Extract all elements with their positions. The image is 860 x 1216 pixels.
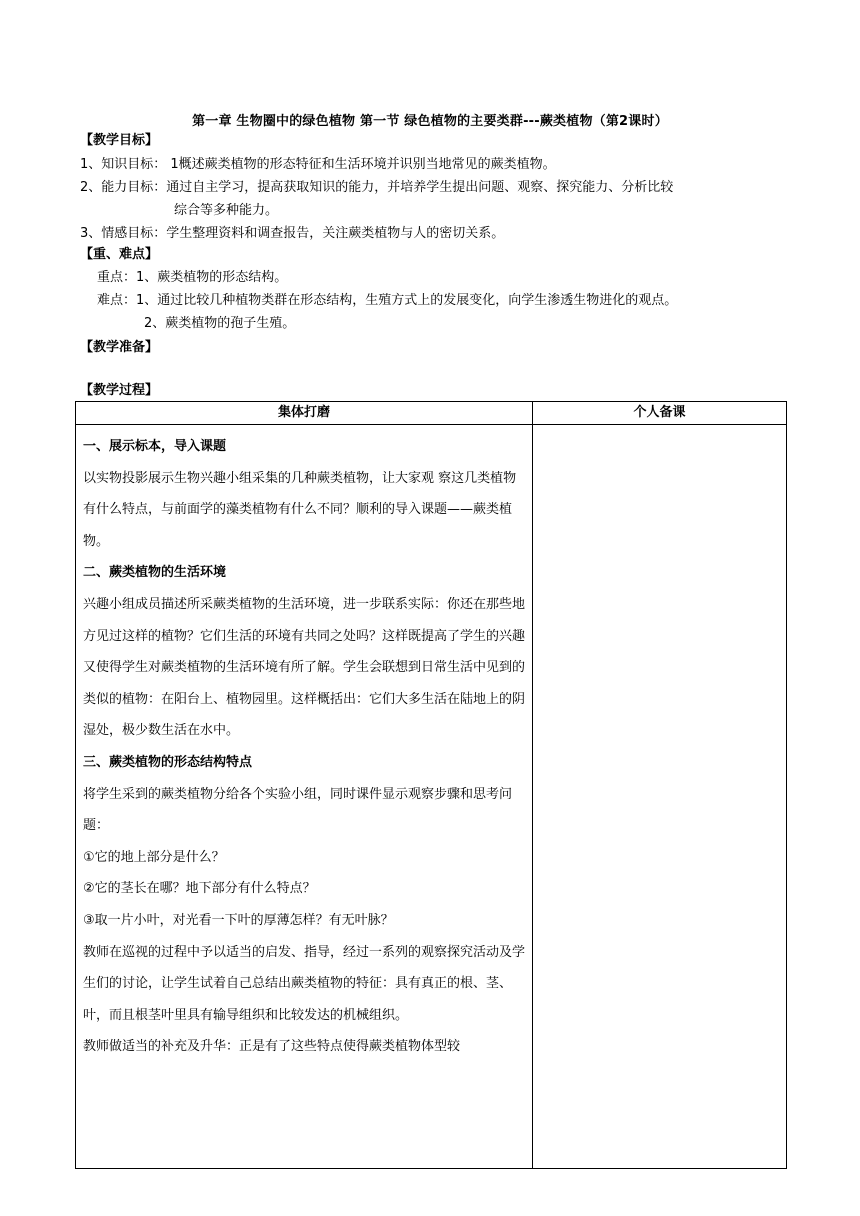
keypoint-difficulty-2: 2、蕨类植物的孢子生殖。 — [144, 316, 296, 331]
document-title: 第一章 生物圈中的绿色植物 第一节 绿色植物的主要类群---蕨类植物（第2课时） — [192, 114, 668, 129]
table-header-row — [76, 402, 787, 425]
question-item: ③取一片小叶，对光看一下叶的厚薄怎样？有无叶脉？ — [83, 912, 394, 928]
section-3-title: 三、蕨类植物的形态结构特点 — [83, 754, 253, 770]
section-3-intro: 将学生采到的蕨类植物分给各个实验小组，同时课件显示观察步骤和思考问题： — [83, 786, 513, 834]
section-2-text: 兴趣小组成员描述所采蕨类植物的生活环境，进一步联系实际：你还在那些地方见过这样的植物？它们生活的环境有共同之处吗？这样既提高了学生的兴趣又使得学生对蕨类植物的生活环境有所了解。学生会联想到日常生活中见到的类似的植物：在阳台上、植物园里。这样概括出：它们大多生活在陆地上的阴湿处，极少数生活在水中。 — [83, 596, 526, 739]
table-body-row — [76, 425, 787, 1169]
objectives-heading: 【教学目标】 — [80, 133, 159, 148]
objective-ability: 2、能力目标：通过自主学习，提高获取知识的能力，并培养学生提出问题、观察、探究能力、分析比较 — [80, 180, 674, 195]
collective-cell — [76, 425, 533, 1169]
personal-prep-cell[interactable] — [533, 425, 787, 1169]
question-item: ②它的茎长在哪？地下部分有什么特点？ — [83, 881, 316, 897]
section-3-text: 教师在巡视的过程中予以适当的启发、指导，经过一系列的观察探究活动及学生们的讨论，让学生试着自己总结出蕨类植物的特征：具有真正的根、茎、叶，而且根茎叶里具有输导组织和比较发达的机械组织。 — [83, 944, 526, 1023]
keypoints-heading: 【重、难点】 — [80, 247, 159, 262]
objective-knowledge: 1、知识目标： 1概述蕨类植物的形态特征和生活环境并识别当地常见的蕨类植物。 — [80, 157, 556, 172]
process-heading: 【教学过程】 — [80, 383, 159, 398]
lesson-table — [75, 401, 787, 1169]
section-2-title: 二、蕨类植物的生活环境 — [83, 565, 227, 581]
question-item: ①它的地上部分是什么？ — [83, 849, 225, 865]
section-3-text-2: 教师做适当的补充及升华：正是有了这些特点使得蕨类植物体型较 — [83, 1039, 461, 1055]
section-1-title: 一、展示标本，导入课题 — [83, 439, 227, 454]
col-header-personal: 个人备课 — [533, 402, 787, 425]
objective-ability-continued: 综合等多种能力。 — [174, 203, 279, 218]
section-1-text: 以实物投影展示生物兴趣小组采集的几种蕨类植物，让大家观 察这几类植物有什么特点，与前面学的藻类植物有什么不同？顺利的导入课题——蕨类植物。 — [83, 470, 517, 549]
col-header-collective: 集体打磨 — [76, 402, 533, 425]
keypoint-focus: 重点：1、蕨类植物的形态结构。 — [97, 270, 288, 285]
objective-emotion: 3、情感目标：学生整理资料和调查报告，关注蕨类植物与人的密切关系。 — [80, 226, 505, 241]
keypoint-difficulty-1: 难点：1、通过比较几种植物类群在形态结构，生殖方式上的发展变化，向学生渗透生物进化的观点。 — [97, 293, 678, 308]
prep-heading: 【教学准备】 — [80, 340, 159, 355]
